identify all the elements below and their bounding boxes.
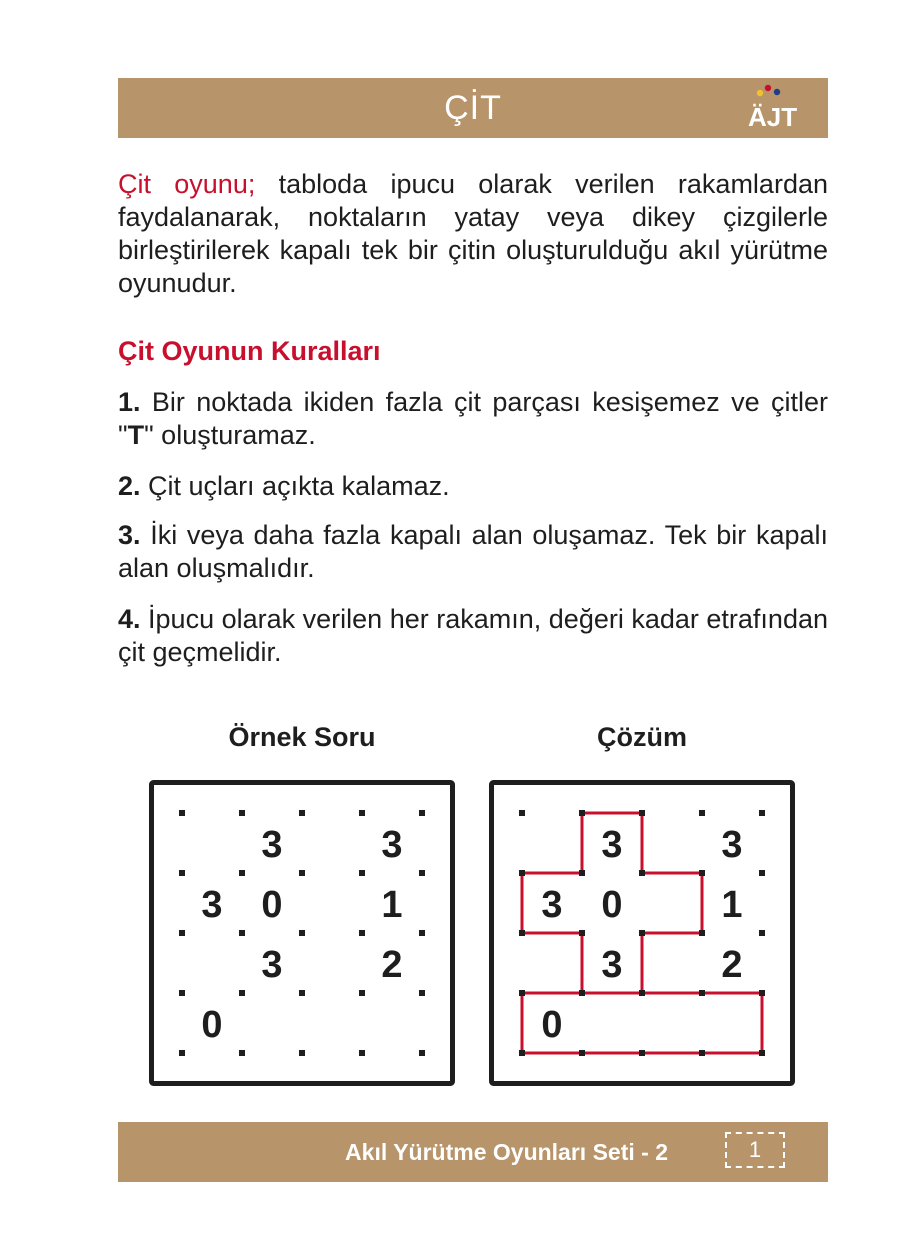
- grid-dot: [419, 1050, 425, 1056]
- grid-dot: [359, 870, 365, 876]
- clue-number: 3: [541, 884, 563, 926]
- brand-logo-icon: [744, 84, 798, 132]
- rule-text: Bir noktada ikiden fazla çit parçası kesişemez ve çitler ": [118, 387, 828, 450]
- grid-dot: [299, 810, 305, 816]
- clue-number: 0: [261, 884, 283, 926]
- grid-dot: [239, 810, 245, 816]
- intro-paragraph: [118, 168, 828, 300]
- grid-dot: [419, 810, 425, 816]
- grid-dot: [759, 1050, 765, 1056]
- grid-dot: [179, 1050, 185, 1056]
- grid-dot: [179, 930, 185, 936]
- grid-dot: [639, 990, 645, 996]
- grid-dot: [699, 870, 705, 876]
- rule-number: 1.: [118, 387, 141, 417]
- grid-dot: [519, 870, 525, 876]
- grid-dot: [759, 810, 765, 816]
- rule-1: [118, 386, 828, 452]
- clue-number: 1: [381, 884, 403, 926]
- clue-number: 3: [201, 884, 223, 926]
- grid-dot: [359, 1050, 365, 1056]
- rule-3: [118, 519, 828, 585]
- clue-number: 0: [601, 884, 623, 926]
- grid-dot: [239, 870, 245, 876]
- grid-dot: [179, 870, 185, 876]
- grid-dot: [239, 990, 245, 996]
- grid-dot: [359, 990, 365, 996]
- grid-dot: [359, 810, 365, 816]
- grid-dot: [359, 930, 365, 936]
- clue-number: 0: [541, 1004, 563, 1046]
- grid-dot: [179, 810, 185, 816]
- grid-dot: [639, 870, 645, 876]
- example-puzzle-grid: [149, 780, 455, 1086]
- clue-number: 2: [381, 944, 403, 986]
- grid-dot: [639, 930, 645, 936]
- grid-dot: [759, 930, 765, 936]
- intro-text: tabloda ipucu olarak verilen rakamlardan faydalanarak, noktaların yatay veya dikey çizgilerle birleştirilerek kapalı tek bir çitin oluşturulduğu akıl yürütme oyunudur.: [118, 169, 828, 298]
- grid-dot: [699, 990, 705, 996]
- rules-heading: Çit Oyunun Kuralları: [118, 336, 381, 366]
- clue-number: 3: [381, 824, 403, 866]
- footer-banner: [118, 1122, 828, 1182]
- rule-number: 4.: [118, 604, 141, 634]
- grid-dot: [239, 1050, 245, 1056]
- clue-number: 3: [601, 944, 623, 986]
- page-number: 1: [725, 1132, 785, 1168]
- grid-dot: [519, 810, 525, 816]
- grid-dot: [699, 930, 705, 936]
- grid-dot: [299, 930, 305, 936]
- grid-dot: [239, 930, 245, 936]
- grid-dot: [419, 930, 425, 936]
- series-title: Akıl Yürütme Oyunları Seti - 2: [345, 1139, 668, 1165]
- clue-number: 3: [721, 824, 743, 866]
- grid-dot: [579, 930, 585, 936]
- grid-dot: [699, 1050, 705, 1056]
- grid-dot: [299, 1050, 305, 1056]
- solution-puzzle-grid: [489, 780, 795, 1086]
- rule-number: 2.: [118, 471, 141, 501]
- grid-dot: [579, 990, 585, 996]
- grid-dot: [519, 930, 525, 936]
- solution-label: Çözüm: [597, 722, 687, 752]
- grid-dot: [699, 810, 705, 816]
- rule-text: İki veya daha fazla kapalı alan oluşamaz. Tek bir kapalı alan oluşmalıdır.: [118, 520, 828, 583]
- grid-dot: [299, 870, 305, 876]
- rule-bold-letter: T: [127, 420, 145, 450]
- grid-dot: [519, 990, 525, 996]
- page-title: ÇİT: [444, 89, 502, 127]
- rule-text: İpucu olarak verilen her rakamın, değeri kadar etrafından çit geçmelidir.: [118, 604, 828, 667]
- grid-dot: [639, 810, 645, 816]
- grid-dot: [759, 870, 765, 876]
- grid-dot: [639, 1050, 645, 1056]
- title-banner: [118, 78, 828, 138]
- grid-dot: [299, 990, 305, 996]
- grid-dot: [419, 990, 425, 996]
- grid-dot: [579, 1050, 585, 1056]
- clue-number: 0: [201, 1004, 223, 1046]
- svg-text:ÄJT: ÄJT: [748, 102, 798, 132]
- rule-text: " oluşturamaz.: [144, 420, 316, 450]
- clue-number: 1: [721, 884, 743, 926]
- clue-number: 3: [601, 824, 623, 866]
- rule-4: [118, 603, 828, 669]
- grid-dot: [519, 1050, 525, 1056]
- grid-dot: [579, 810, 585, 816]
- grid-dot: [579, 870, 585, 876]
- example-label: Örnek Soru: [228, 722, 376, 752]
- clue-number: 3: [261, 824, 283, 866]
- grid-dot: [759, 990, 765, 996]
- clue-number: 3: [261, 944, 283, 986]
- rule-text: Çit uçları açıkta kalamaz.: [140, 471, 450, 501]
- rule-2: [118, 470, 828, 503]
- grid-dot: [179, 990, 185, 996]
- intro-lead: Çit oyunu;: [118, 169, 256, 199]
- clue-number: 2: [721, 944, 743, 986]
- rule-number: 3.: [118, 520, 141, 550]
- grid-dot: [419, 870, 425, 876]
